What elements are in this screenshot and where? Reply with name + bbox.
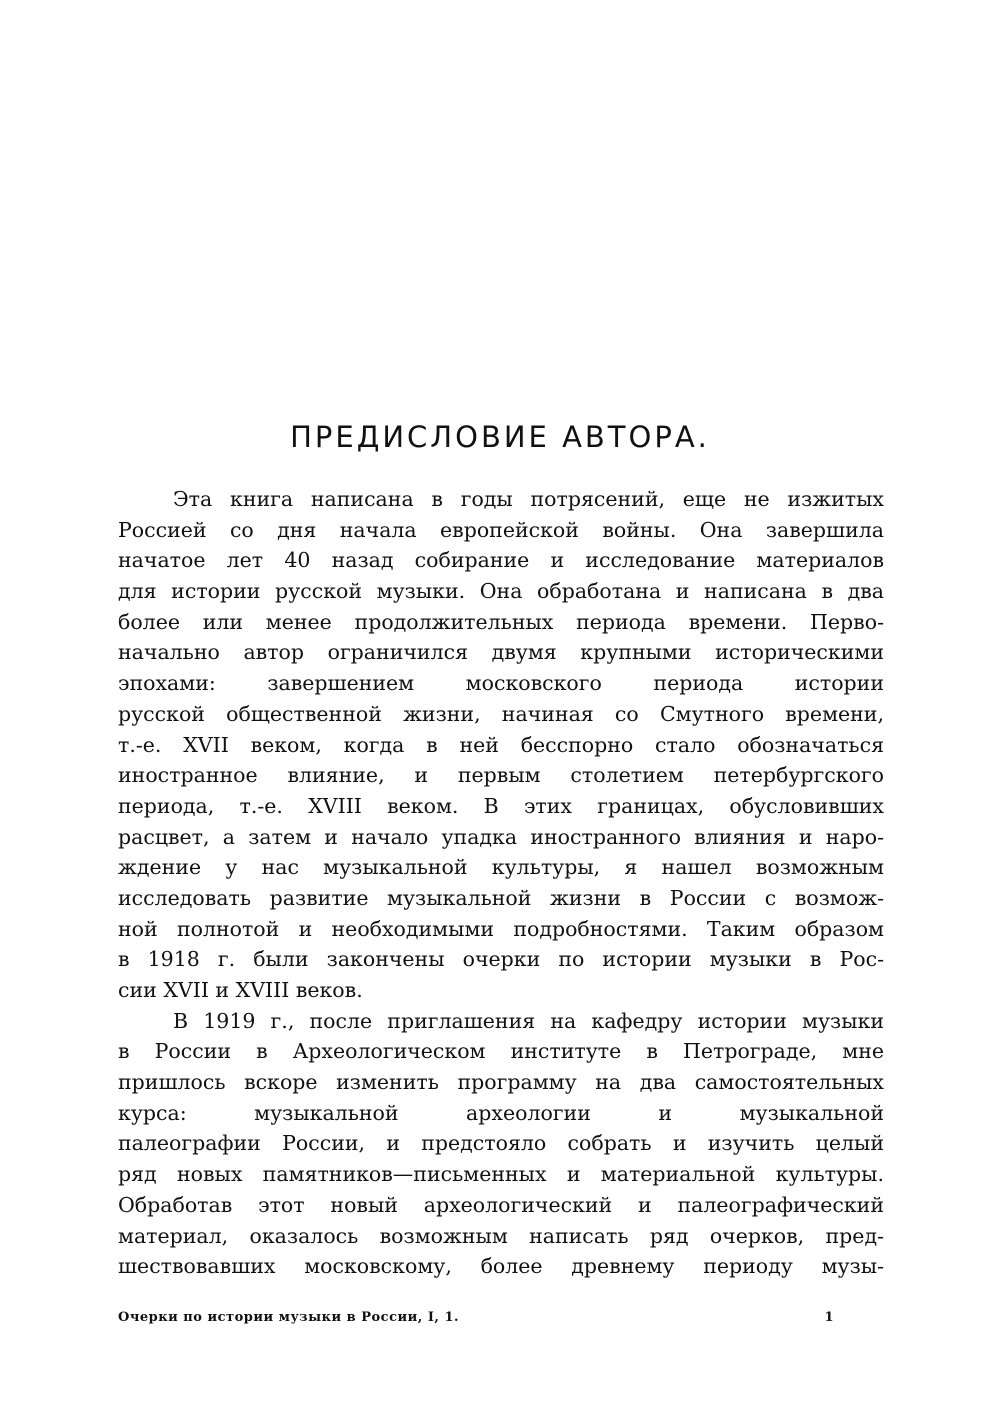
page-title: ПРЕДИСЛОВИЕ АВТОРА.	[290, 420, 710, 454]
text-line: материал, оказалось возможным написать ряд очерков, пред-	[118, 1223, 884, 1248]
text-line: для истории русской музыки. Она обработана и написана в два	[118, 579, 884, 604]
text-line: русской общественной жизни, начиная со Смутного времени,	[118, 701, 884, 726]
text-line: Обработав этот новый археологический и палеографический	[118, 1192, 884, 1217]
footer-book-title: Очерки по истории музыки в России, I, 1.	[118, 1310, 460, 1325]
body-text	[118, 484, 884, 1282]
text-line: иностранное влияние, и первым столетием петербургского	[118, 763, 884, 788]
text-line: Эта книга написана в годы потрясений, еще не изжитых	[173, 487, 884, 511]
text-line: в России в Археологическом институте в Петрограде, мне	[118, 1039, 884, 1064]
text-line: расцвет, а затем и начало упадка иностранного влияния и наро-	[118, 824, 884, 849]
text-line: ной полнотой и необходимыми подробностями. Таким образом	[118, 916, 884, 941]
text-line: ждение у нас музыкальной культуры, я нашел возможным	[118, 855, 884, 880]
text-line: исследовать развитие музыкальной жизни в России с возмож-	[118, 885, 884, 910]
text-line: шествовавших московскому, более древнему периоду музы-	[118, 1254, 884, 1279]
text-line: пришлось вскоре изменить программу на два самостоятельных	[118, 1070, 884, 1095]
text-line: более или менее продолжительных периода времени. Перво-	[118, 609, 884, 634]
text-line: начатое лет 40 назад собирание и исследование материалов	[118, 548, 884, 573]
text-line: начально автор ограничился двумя крупными историческими	[118, 640, 884, 665]
text-line: в 1918 г. были закончены очерки по истории музыки в Рос-	[118, 947, 884, 972]
text-line: ряд новых памятников—письменных и материальной культуры.	[118, 1162, 884, 1187]
text-line: т.-е. XVII веком, когда в ней бесспорно стало обозначаться	[118, 732, 884, 757]
text-line: Россией со дня начала европейской войны. Она завершила	[118, 517, 884, 542]
text-line: В 1919 г., после приглашения на кафедру истории музыки	[173, 1008, 884, 1033]
text-line: курса: музыкальной археологии и музыкальной	[118, 1100, 884, 1125]
page-number: 1	[824, 1310, 834, 1325]
text-line: палеографии России, и предстояло собрать и изучить целый	[118, 1131, 884, 1156]
text-line: сии XVII и XVIII веков.	[118, 978, 363, 1002]
text-line: эпохами: завершением московского периода истории	[118, 671, 884, 696]
text-line: периода, т.-е. XVIII веком. В этих границах, обусловивших	[118, 793, 884, 818]
